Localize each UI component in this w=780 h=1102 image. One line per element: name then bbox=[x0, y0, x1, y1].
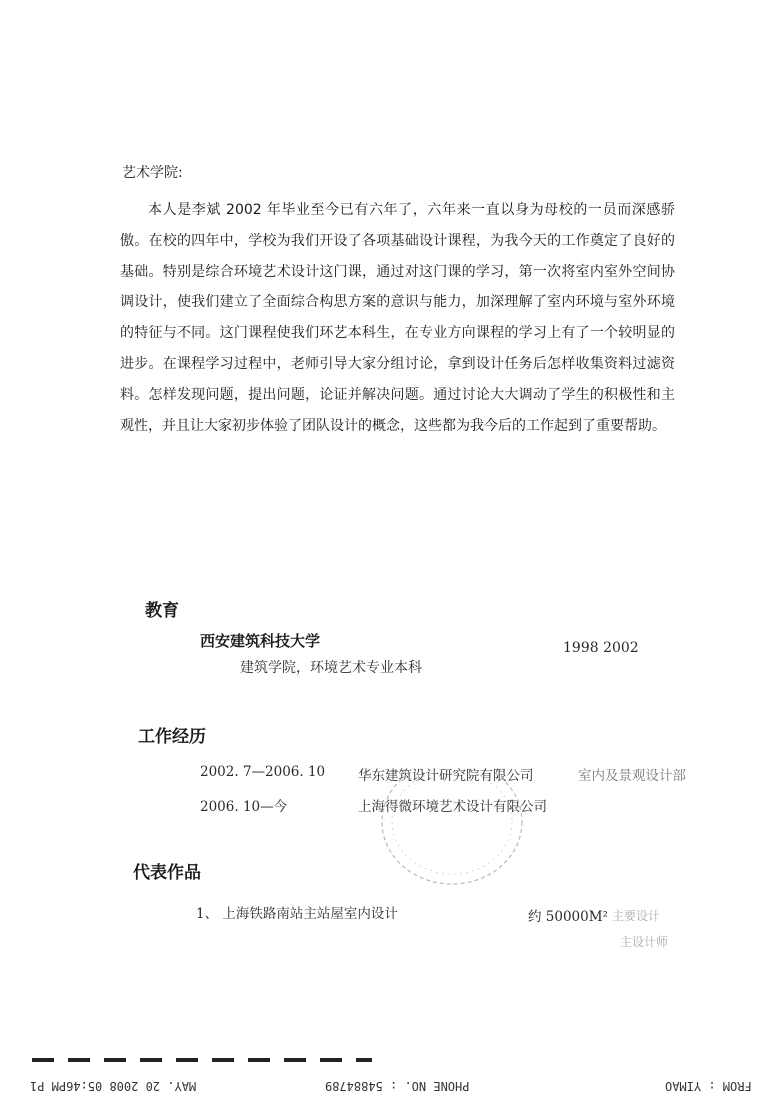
fax-dash-line bbox=[32, 1058, 372, 1062]
fax-footer bbox=[0, 1075, 780, 1102]
work-item-1-role: 主设计师 bbox=[620, 935, 669, 949]
education-years: 1998 2002 bbox=[563, 640, 639, 656]
work-row-2-company: 上海得微环境艺术设计有限公司 bbox=[358, 799, 547, 815]
company-seal-stamp bbox=[372, 772, 532, 888]
work-row-2-date: 2006. 10—今 bbox=[200, 799, 288, 815]
education-major: 建筑学院，环境艺术专业本科 bbox=[240, 660, 422, 676]
work-item-1-note: 主要设计 bbox=[612, 909, 661, 923]
work-row-1-date: 2002. 7—2006. 10 bbox=[200, 764, 326, 780]
works-section-title: 代表作品 bbox=[133, 863, 201, 883]
letter-greeting: 艺术学院: bbox=[122, 165, 183, 181]
fax-date: MAY. 20 2008 05:46PM P1 bbox=[30, 1079, 197, 1093]
work-section-title: 工作经历 bbox=[138, 727, 206, 747]
fax-from: FROM : YIMAO bbox=[665, 1079, 752, 1093]
fax-phone: PHONE NO. : 54884789 bbox=[325, 1079, 470, 1093]
work-item-1-area: 约 50000M² bbox=[528, 909, 608, 925]
letter-body: 本人是李斌 2002 年毕业至今已有六年了，六年来一直以身为母校的一员而深感骄傲。在校的四年中，学校为我们开设了各项基础设计课程，为我今天的工作奠定了良好的基础。特别是综合环境艺术设计这门课，通过对这门课的学习，第一次将室内室外空间协调设计，使我们建立了全面综合构思方案的意识与能力，加深理解了室内环境与室外环境的特征与不同。这门课程使我们环艺本科生，在专业方向课程的学习上有了一个较明显的进步。在课程学习过程中，老师引导大家分组讨论，拿到设计任务后怎样收集资料过滤资料。怎样发现问题，提出问题，论证并解决问题。通过讨论大大调动了学生的积极性和主观性，并且让大家初步体验了团队设计的概念，这些都为我今后的工作起到了重要帮助。 bbox=[120, 202, 675, 434]
work-item-1-name: 1、 上海铁路南站主站屋室内设计 bbox=[196, 906, 398, 922]
work-row-1-company: 华东建筑设计研究院有限公司 bbox=[358, 768, 534, 784]
education-school: 西安建筑科技大学 bbox=[200, 632, 321, 650]
education-section-title: 教育 bbox=[145, 601, 179, 621]
work-row-1-role: 室内及景观设计部 bbox=[578, 768, 686, 784]
